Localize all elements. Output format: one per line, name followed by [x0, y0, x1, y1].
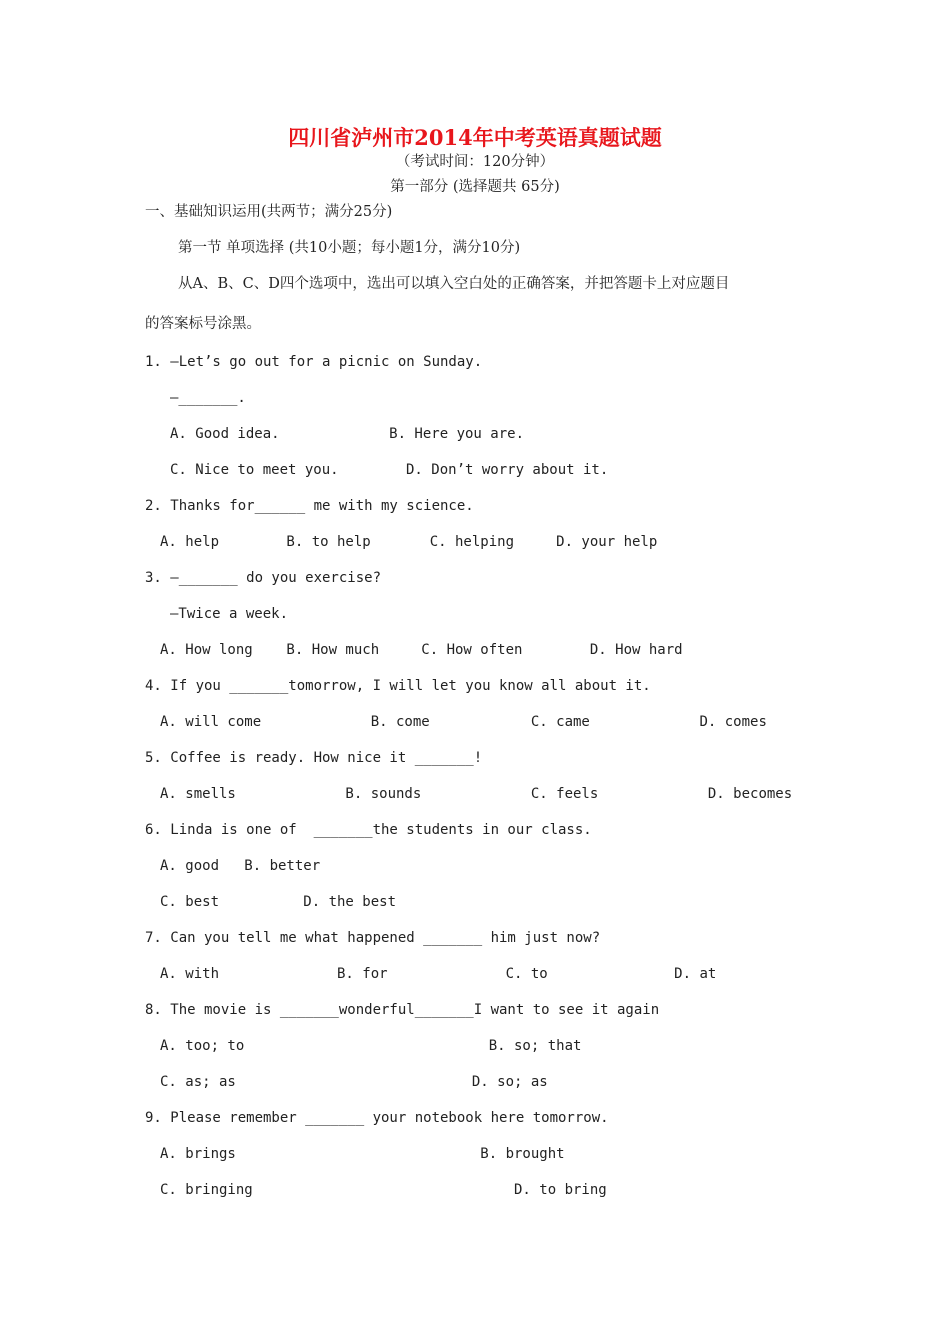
question-4-options: A. will come B. come C. came D. comes: [160, 714, 767, 730]
question-8-stem: 8. The movie is _______wonderful_______I want to see it again: [145, 1002, 660, 1018]
question-8-options-row-1: A. too; to B. so; that: [160, 1038, 582, 1054]
question-7-options: A. with B. for C. to D. at: [160, 966, 717, 982]
instruction-line-1: 从A、B、C、D四个选项中，选出可以填入空白处的正确答案，并把答题卡上对应题目: [178, 276, 730, 292]
question-9-options-row-1: A. brings B. brought: [160, 1146, 565, 1162]
question-3-reply: —Twice a week.: [170, 606, 289, 622]
question-9-stem: 9. Please remember _______ your notebook here tomorrow.: [145, 1110, 609, 1126]
question-1-options-row-1: A. Good idea. B. Here you are.: [170, 426, 525, 442]
question-1-stem: 1. —Let’s go out for a picnic on Sunday.: [145, 354, 483, 370]
subsection-one-heading: 第一节 单项选择 (共10小题；每小题1分，满分10分): [178, 240, 521, 256]
question-7-stem: 7. Can you tell me what happened _______ him just now?: [145, 930, 601, 946]
exam-time: （考试时间：120分钟）: [395, 154, 555, 170]
question-6-options-row-1: A. good B. better: [160, 858, 321, 874]
question-1-options-row-2: C. Nice to meet you. D. Don’t worry about it.: [170, 462, 609, 478]
question-5-stem: 5. Coffee is ready. How nice it _______!: [145, 750, 483, 766]
question-6-stem: 6. Linda is one of _______the students in our class.: [145, 822, 592, 838]
question-2-options: A. help B. to help C. helping D. your help: [160, 534, 658, 550]
section-one-heading: 一、基础知识运用(共两节；满分25分): [145, 204, 393, 220]
question-3-stem: 3. —_______ do you exercise?: [145, 570, 382, 586]
question-3-options: A. How long B. How much C. How often D. How hard: [160, 642, 683, 658]
question-8-options-row-2: C. as; as D. so; as: [160, 1074, 548, 1090]
question-5-options: A. smells B. sounds C. feels D. becomes: [160, 786, 793, 802]
page-title: 四川省泸州市2014年中考英语真题试题: [288, 125, 662, 150]
question-1-reply: —_______.: [170, 390, 246, 406]
instruction-line-2: 的答案标号涂黑。: [145, 316, 261, 332]
question-6-options-row-2: C. best D. the best: [160, 894, 397, 910]
question-2-stem: 2. Thanks for______ me with my science.: [145, 498, 474, 514]
question-4-stem: 4. If you _______tomorrow, I will let you know all about it.: [145, 678, 651, 694]
part-one-heading: 第一部分 (选择题共 65分): [390, 179, 560, 195]
question-9-options-row-2: C. bringing D. to bring: [160, 1182, 607, 1198]
